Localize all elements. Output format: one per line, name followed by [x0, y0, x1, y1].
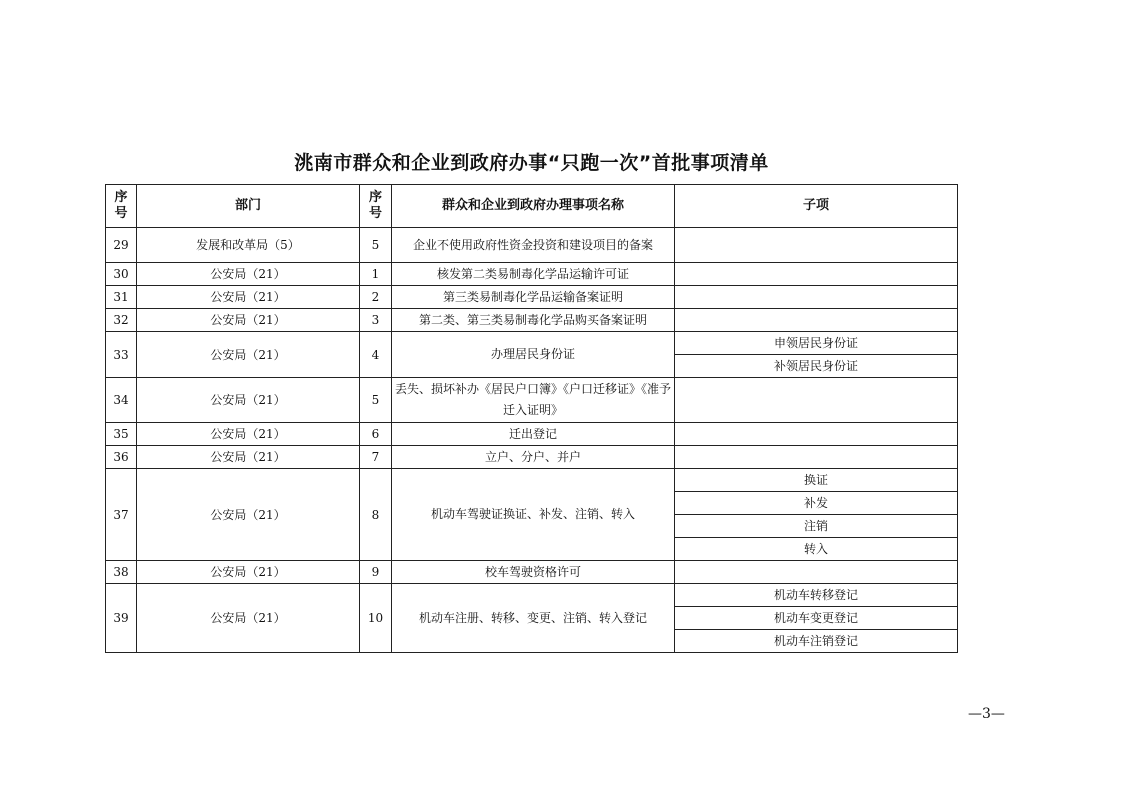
- row-dept-cell: 公安局（21）: [137, 286, 360, 309]
- row-sub-item-cell: [675, 446, 958, 469]
- header-seq: 序号: [106, 185, 137, 228]
- row-item-seq-cell: 5: [360, 228, 392, 263]
- table-row: [106, 263, 958, 286]
- row-item-name-cell: 机动车注册、转移、变更、注销、转入登记: [392, 584, 675, 653]
- header-sub-items: 子项: [675, 185, 958, 228]
- row-seq-cell: 38: [106, 561, 137, 584]
- row-item-name-cell: 丢失、损坏补办《居民户口簿》《户口迁移证》《准予迁入证明》: [392, 378, 675, 423]
- row-sub-item-cell: 机动车转移登记: [675, 584, 958, 607]
- row-dept-cell: 发展和改革局（5）: [137, 228, 360, 263]
- row-item-seq-cell: 4: [360, 332, 392, 378]
- row-sub-item-cell: [675, 561, 958, 584]
- table-row: [106, 446, 958, 469]
- row-sub-item-cell: [675, 423, 958, 446]
- row-dept-cell: 公安局（21）: [137, 378, 360, 423]
- table-row: [106, 286, 958, 309]
- row-dept-cell: 公安局（21）: [137, 469, 360, 561]
- row-seq-cell: 36: [106, 446, 137, 469]
- row-seq-cell: 33: [106, 332, 137, 378]
- row-sub-item-cell: 补发: [675, 492, 958, 515]
- row-item-name-cell: 企业不使用政府性资金投资和建设项目的备案: [392, 228, 675, 263]
- table-row: [106, 561, 958, 584]
- row-seq-cell: 30: [106, 263, 137, 286]
- row-item-name-cell: 校车驾驶资格许可: [392, 561, 675, 584]
- row-item-seq-cell: 10: [360, 584, 392, 653]
- row-item-seq-cell: 3: [360, 309, 392, 332]
- row-sub-item-cell: [675, 309, 958, 332]
- row-dept-cell: 公安局（21）: [137, 584, 360, 653]
- row-sub-item-cell: 申领居民身份证: [675, 332, 958, 355]
- row-seq-cell: 32: [106, 309, 137, 332]
- header-dept: 部门: [137, 185, 360, 228]
- row-item-name-cell: 机动车驾驶证换证、补发、注销、转入: [392, 469, 675, 561]
- row-dept-cell: 公安局（21）: [137, 309, 360, 332]
- table-row: [106, 584, 958, 607]
- row-seq-cell: 29: [106, 228, 137, 263]
- row-sub-item-cell: [675, 286, 958, 309]
- row-seq-cell: 35: [106, 423, 137, 446]
- row-sub-item-cell: [675, 228, 958, 263]
- table-row: [106, 228, 958, 263]
- table-row: [106, 309, 958, 332]
- row-item-name-cell: 立户、分户、并户: [392, 446, 675, 469]
- table-row: [106, 332, 958, 355]
- row-item-seq-cell: 9: [360, 561, 392, 584]
- header-item-seq: 序号: [360, 185, 392, 228]
- row-sub-item-cell: 机动车注销登记: [675, 630, 958, 653]
- row-seq-cell: 39: [106, 584, 137, 653]
- table-row: [106, 469, 958, 492]
- row-item-seq-cell: 6: [360, 423, 392, 446]
- row-seq-cell: 37: [106, 469, 137, 561]
- row-item-seq-cell: 8: [360, 469, 392, 561]
- header-item-name: 群众和企业到政府办理事项名称: [392, 185, 675, 228]
- row-dept-cell: 公安局（21）: [137, 423, 360, 446]
- row-sub-item-cell: 补领居民身份证: [675, 355, 958, 378]
- row-item-seq-cell: 7: [360, 446, 392, 469]
- row-sub-item-cell: 注销: [675, 515, 958, 538]
- row-sub-item-cell: [675, 263, 958, 286]
- row-item-name-cell: 核发第二类易制毒化学品运输许可证: [392, 263, 675, 286]
- row-sub-item-cell: 转入: [675, 538, 958, 561]
- row-dept-cell: 公安局（21）: [137, 332, 360, 378]
- row-dept-cell: 公安局（21）: [137, 446, 360, 469]
- row-item-name-cell: 第二类、第三类易制毒化学品购买备案证明: [392, 309, 675, 332]
- table-header-row: [106, 185, 958, 228]
- table-body: [106, 228, 958, 653]
- row-seq-cell: 34: [106, 378, 137, 423]
- table-row: [106, 378, 958, 423]
- row-sub-item-cell: 机动车变更登记: [675, 607, 958, 630]
- page-number: —3—: [968, 706, 1005, 722]
- row-item-name-cell: 迁出登记: [392, 423, 675, 446]
- matters-table: [105, 184, 958, 653]
- row-item-seq-cell: 1: [360, 263, 392, 286]
- row-item-seq-cell: 5: [360, 378, 392, 423]
- row-sub-item-cell: [675, 378, 958, 423]
- row-item-name-cell: 第三类易制毒化学品运输备案证明: [392, 286, 675, 309]
- row-sub-item-cell: 换证: [675, 469, 958, 492]
- document-title: 洮南市群众和企业到政府办事“只跑一次”首批事项清单: [294, 152, 769, 174]
- row-dept-cell: 公安局（21）: [137, 561, 360, 584]
- row-dept-cell: 公安局（21）: [137, 263, 360, 286]
- row-seq-cell: 31: [106, 286, 137, 309]
- row-item-seq-cell: 2: [360, 286, 392, 309]
- row-item-name-cell: 办理居民身份证: [392, 332, 675, 378]
- table-row: [106, 423, 958, 446]
